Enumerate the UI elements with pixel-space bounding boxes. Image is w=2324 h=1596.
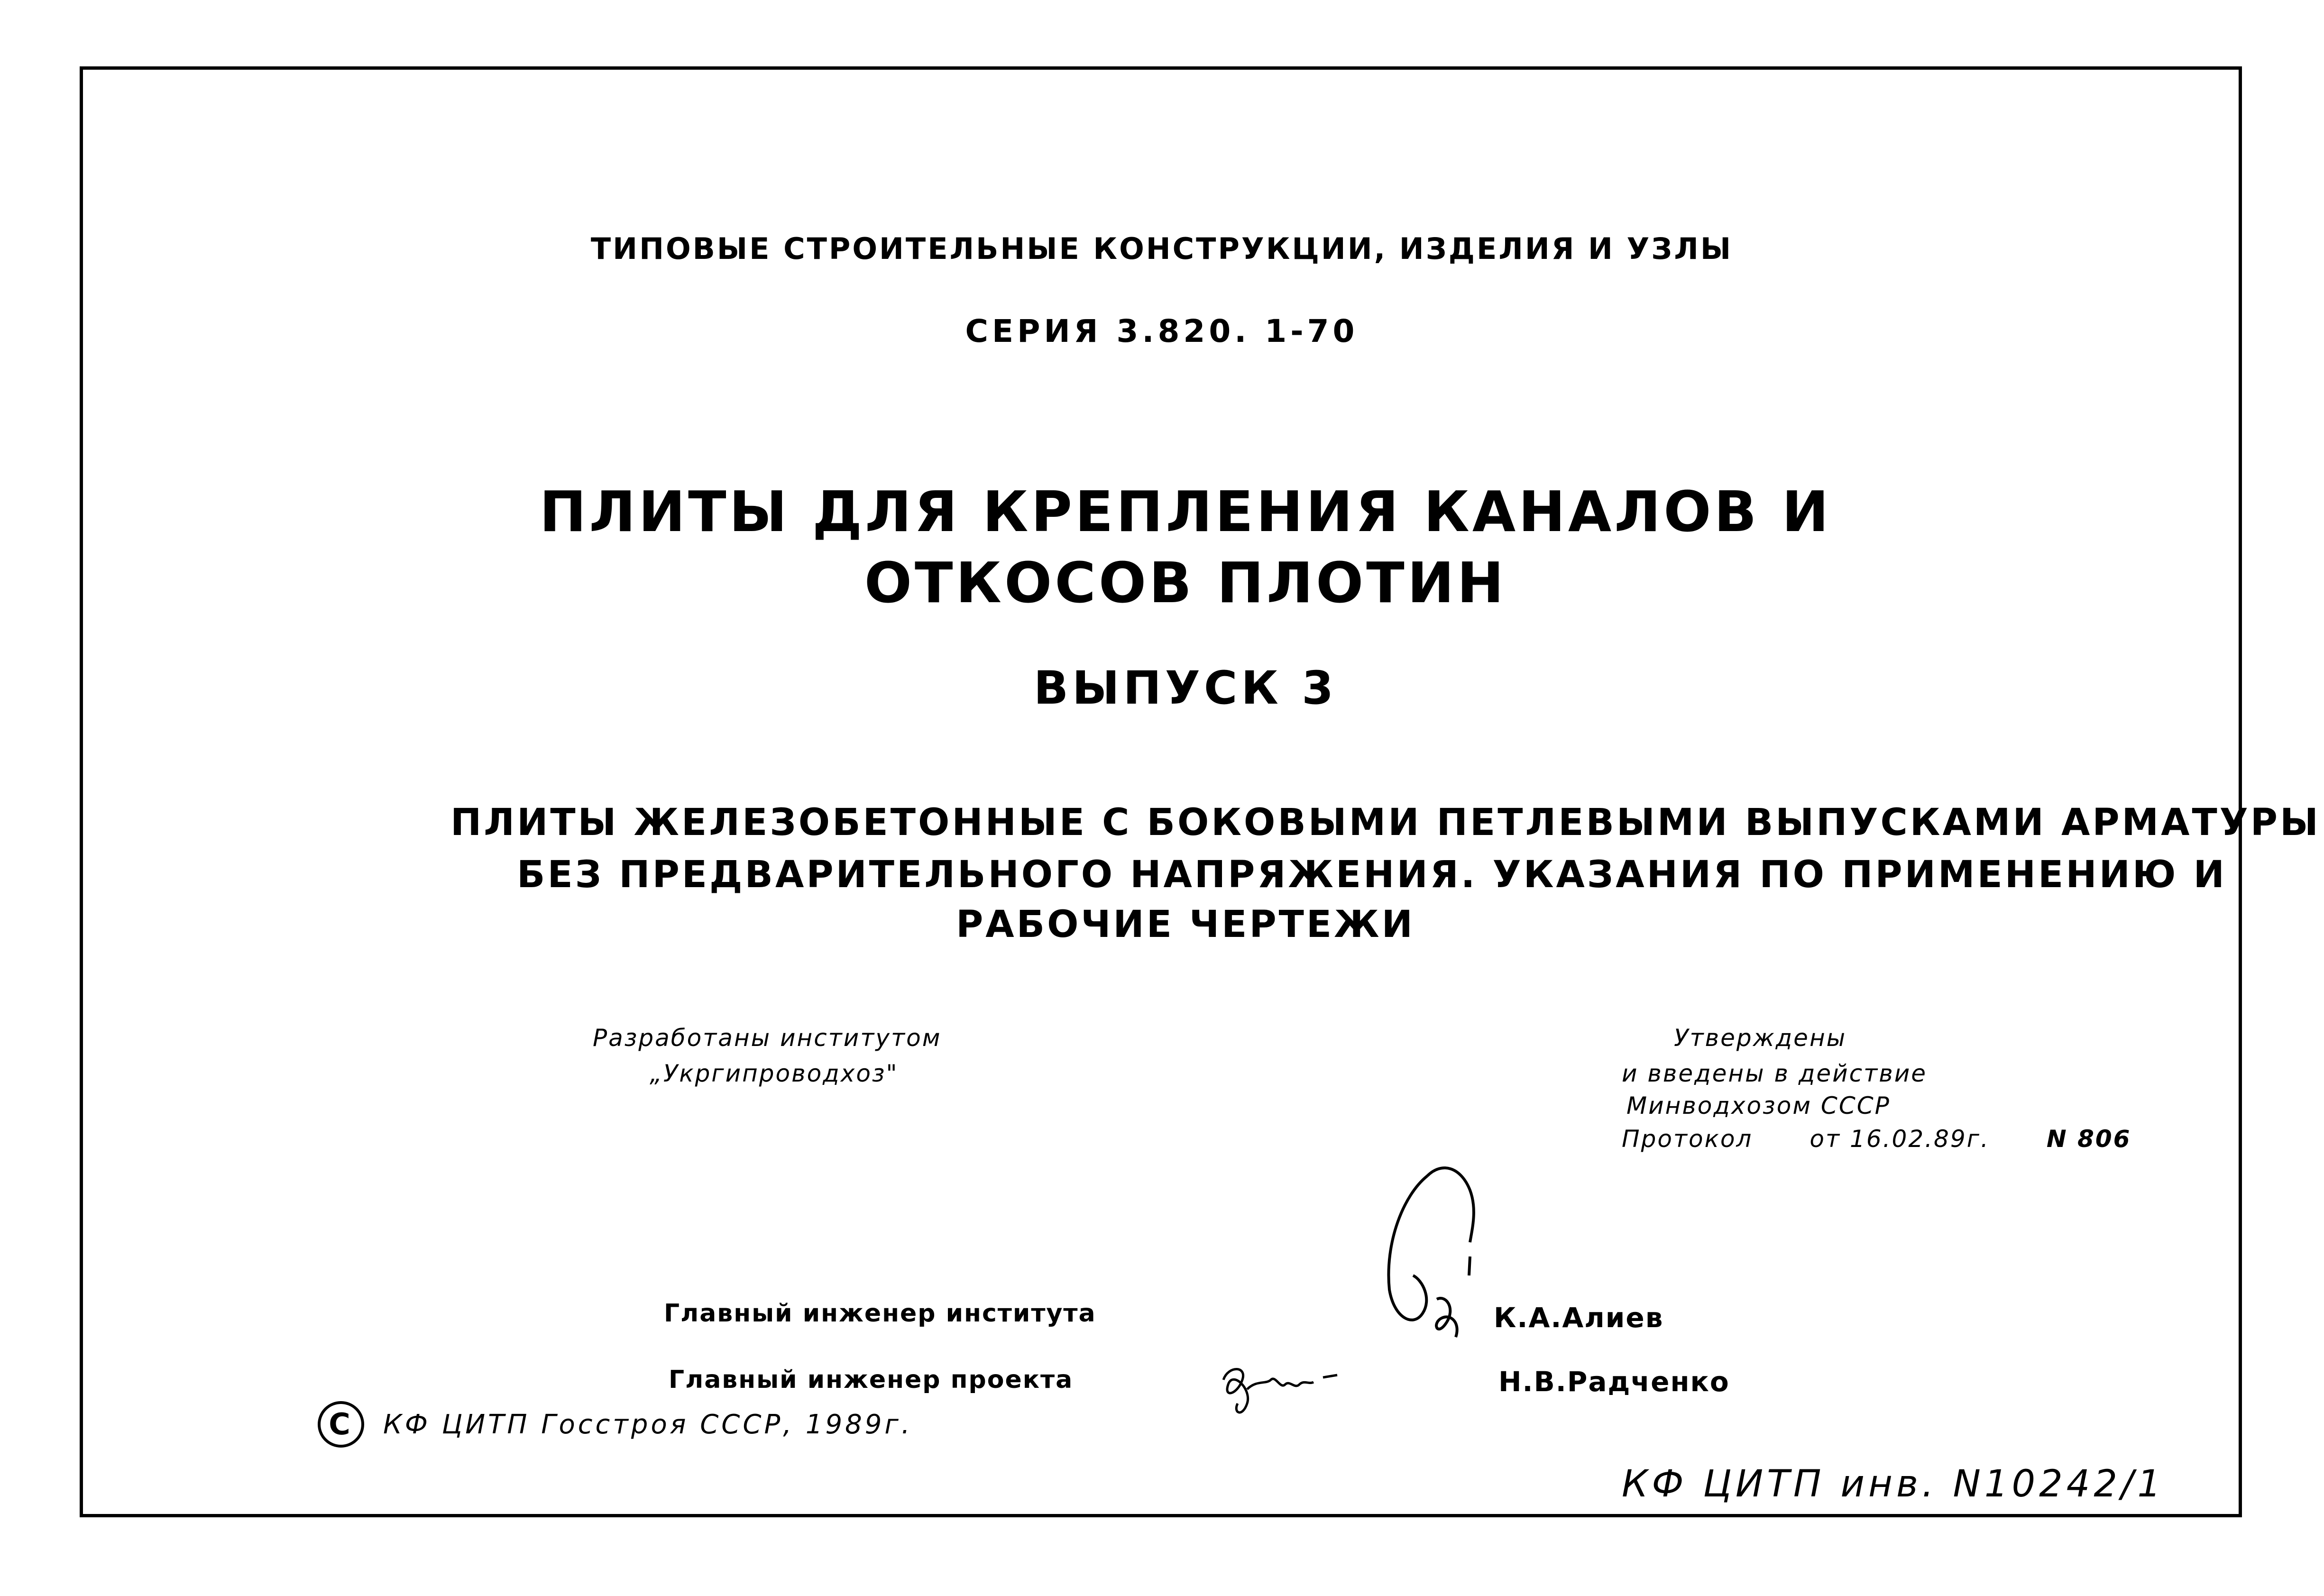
protocol-date: от 16.02.89г. xyxy=(1810,1125,1990,1153)
subtitle-line-2: БЕЗ ПРЕДВАРИТЕЛЬНОГО НАПРЯЖЕНИЯ. УКАЗАНИЯ ПО ПРИМЕНЕНИЮ И xyxy=(517,853,2227,896)
chief-engineer-institute-name: К.А.Алиев xyxy=(1494,1302,1664,1334)
approved-line-2: и введены в действие xyxy=(1622,1060,1928,1087)
copyright-text: КФ ЦИТП Госстроя СССР, 1989г. xyxy=(383,1409,913,1440)
subtitle-line-3: РАБОЧИЕ ЧЕРТЕЖИ xyxy=(956,903,1415,946)
protocol-label: Протокол xyxy=(1622,1125,1753,1153)
approved-line-1: Утверждены xyxy=(1674,1024,1847,1052)
signature-aliev xyxy=(1375,1157,1498,1356)
approval-protocol xyxy=(1622,1125,2131,1153)
copyright-stamp xyxy=(318,1401,913,1448)
series-number: СЕРИЯ 3.820. 1-70 xyxy=(965,313,1359,349)
developed-by-line-2: „Укргипроводхоз" xyxy=(650,1060,899,1087)
approved-line-3: Минводхозом СССР xyxy=(1626,1092,1891,1119)
inventory-number: КФ ЦИТП инв. N10242/1 xyxy=(1622,1463,2165,1505)
protocol-number: N 806 xyxy=(2046,1125,2131,1153)
chief-engineer-project-name: Н.В.Радченко xyxy=(1498,1366,1730,1398)
developed-by-line-1: Разработаны институтом xyxy=(593,1024,942,1052)
page-frame xyxy=(80,66,2242,1517)
copyright-icon: C xyxy=(318,1401,364,1448)
chief-engineer-institute-label: Главный инженер института xyxy=(664,1299,1096,1328)
issue-number: ВЫПУСК 3 xyxy=(1033,661,1338,715)
document-title-line-1: ПЛИТЫ ДЛЯ КРЕПЛЕНИЯ КАНАЛОВ И xyxy=(539,479,1832,544)
header-line: ТИПОВЫЕ СТРОИТЕЛЬНЫЕ КОНСТРУКЦИИ, ИЗДЕЛИЯ И УЗЛЫ xyxy=(590,231,1733,266)
signature-radchenko xyxy=(1214,1351,1347,1427)
subtitle-line-1: ПЛИТЫ ЖЕЛЕЗОБЕТОННЫЕ С БОКОВЫМИ ПЕТЛЕВЫМИ ВЫПУСКАМИ АРМАТУРЫ xyxy=(450,801,2321,844)
document-title-line-2: ОТКОСОВ ПЛОТИН xyxy=(864,550,1507,615)
chief-engineer-project-label: Главный инженер проекта xyxy=(669,1366,1074,1394)
